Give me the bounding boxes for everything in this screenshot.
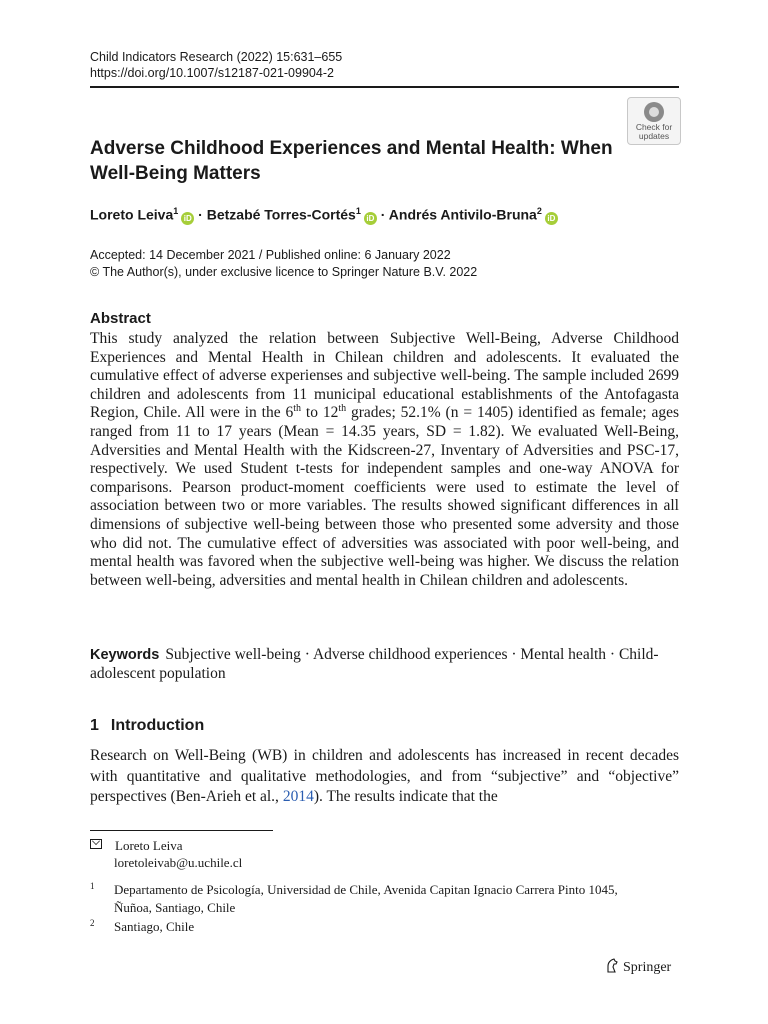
copyright-notice: © The Author(s), under exclusive licence to Springer Nature B.V. 2022: [90, 265, 478, 279]
mail-icon: [90, 839, 102, 849]
keywords-label: Keywords: [90, 647, 160, 663]
affiliation-mark: 1: [90, 881, 95, 891]
orcid-icon[interactable]: iD: [364, 212, 377, 225]
doi-link[interactable]: https://doi.org/10.1007/s12187-021-09904-2: [90, 66, 334, 80]
check-updates-line2: updates: [638, 131, 670, 141]
publisher-name: Springer: [623, 960, 672, 975]
abstract-heading: Abstract: [90, 310, 151, 327]
author-affiliation-mark: 1: [173, 206, 179, 216]
author-separator: ·: [380, 206, 386, 223]
check-updates-icon: [644, 102, 664, 122]
section-number: 1: [90, 717, 99, 734]
affiliation-2: [90, 918, 650, 936]
footnote-rule: [90, 830, 273, 831]
author-affiliation-mark: 2: [536, 206, 542, 216]
affiliation-text: Departamento de Psicología, Universidad de Chile, Avenida Capitan Ignacio Carrera Pinto 1045, Ñuñoa, Santiago, Chile: [114, 882, 618, 915]
author-affiliation-mark: 1: [355, 206, 361, 216]
header-rule: [90, 86, 679, 88]
section-title: Introduction: [110, 717, 205, 734]
corresponding-author-name: Loreto Leiva: [115, 838, 183, 853]
section-heading-introduction: [90, 717, 204, 735]
author-name[interactable]: Loreto Leiva: [90, 206, 174, 223]
author-list: [90, 206, 558, 225]
author-separator: ·: [198, 206, 203, 223]
citation-link[interactable]: 2014: [282, 788, 314, 805]
accepted-published-dates: Accepted: 14 December 2021 / Published online: 6 January 2022: [90, 248, 451, 262]
orcid-icon[interactable]: iD: [181, 212, 194, 225]
journal-header: [90, 49, 342, 81]
affiliation-1: [90, 881, 650, 917]
orcid-icon[interactable]: iD: [545, 212, 558, 225]
affiliation-text: Santiago, Chile: [114, 919, 195, 934]
corresponding-author: [90, 837, 242, 871]
corresponding-author-email[interactable]: loretoleivab@u.uchile.cl: [114, 855, 243, 870]
abstract-text: This study analyzed the relation between Subjective Well-Being, Adverse Childhood Experiences and Mental Health in Chilean children and adolescents. It evaluated the cumulative effect of adverse experienses and subjective well-being. The sample included 2699 children and adolescents from 11 municipal educational establishments of the Antofagasta Region, Chile. All were in the 6th to 12th grades; 52.1% (n = 1405) identified as female; ages ranged from 11 to 17 years (Mean = 14.35 years, SD = 1.82). We evaluated Well-Being, Adversities and Mental Health with the Kidscreen-27, Inventary of Adversities and PSC-17, respectively. We used Student t-tests for independent samples and one-way ANOVA for comparisons. Pearson product-moment coefficients were used to estimate the level of association between two or more variables. The results showed significant differences in all dimensions of subjective well-being between those who presented some adversity and those who did not. The cumulative effect of adversities was associated with poor well-being, and mental health was favored when the subjective well-being was higher. We discuss the relation between well-being, adversities and mental health in Chilean children and adolescents.: [90, 330, 679, 589]
author-name[interactable]: Andrés Antivilo-Bruna: [388, 206, 537, 223]
check-for-updates-button[interactable]: [627, 97, 681, 145]
journal-citation: Child Indicators Research (2022) 15:631–655: [90, 50, 343, 64]
author-name[interactable]: Betzabé Torres-Cortés: [206, 206, 356, 223]
introduction-paragraph: Research on Well-Being (WB) in children and adolescents has increased in recent decades with quantitative and qualitative methodologies, and from “subjective” and “objective” perspectives (Ben-Arieh et al., 2014). The results indicate that the: [90, 747, 679, 805]
affiliation-mark: 2: [90, 918, 95, 928]
springer-horse-icon: [605, 958, 619, 973]
keywords-text: Subjective well-being · Adverse childhood experiences · Mental health · Child-adolescent population: [90, 646, 659, 682]
publisher-logo: [605, 958, 671, 976]
article-title: Adverse Childhood Experiences and Mental Health: When Well-Being Matters: [90, 138, 613, 184]
check-updates-line1: Check for: [635, 122, 673, 132]
publication-dates: [90, 247, 477, 281]
keywords: [90, 646, 679, 683]
